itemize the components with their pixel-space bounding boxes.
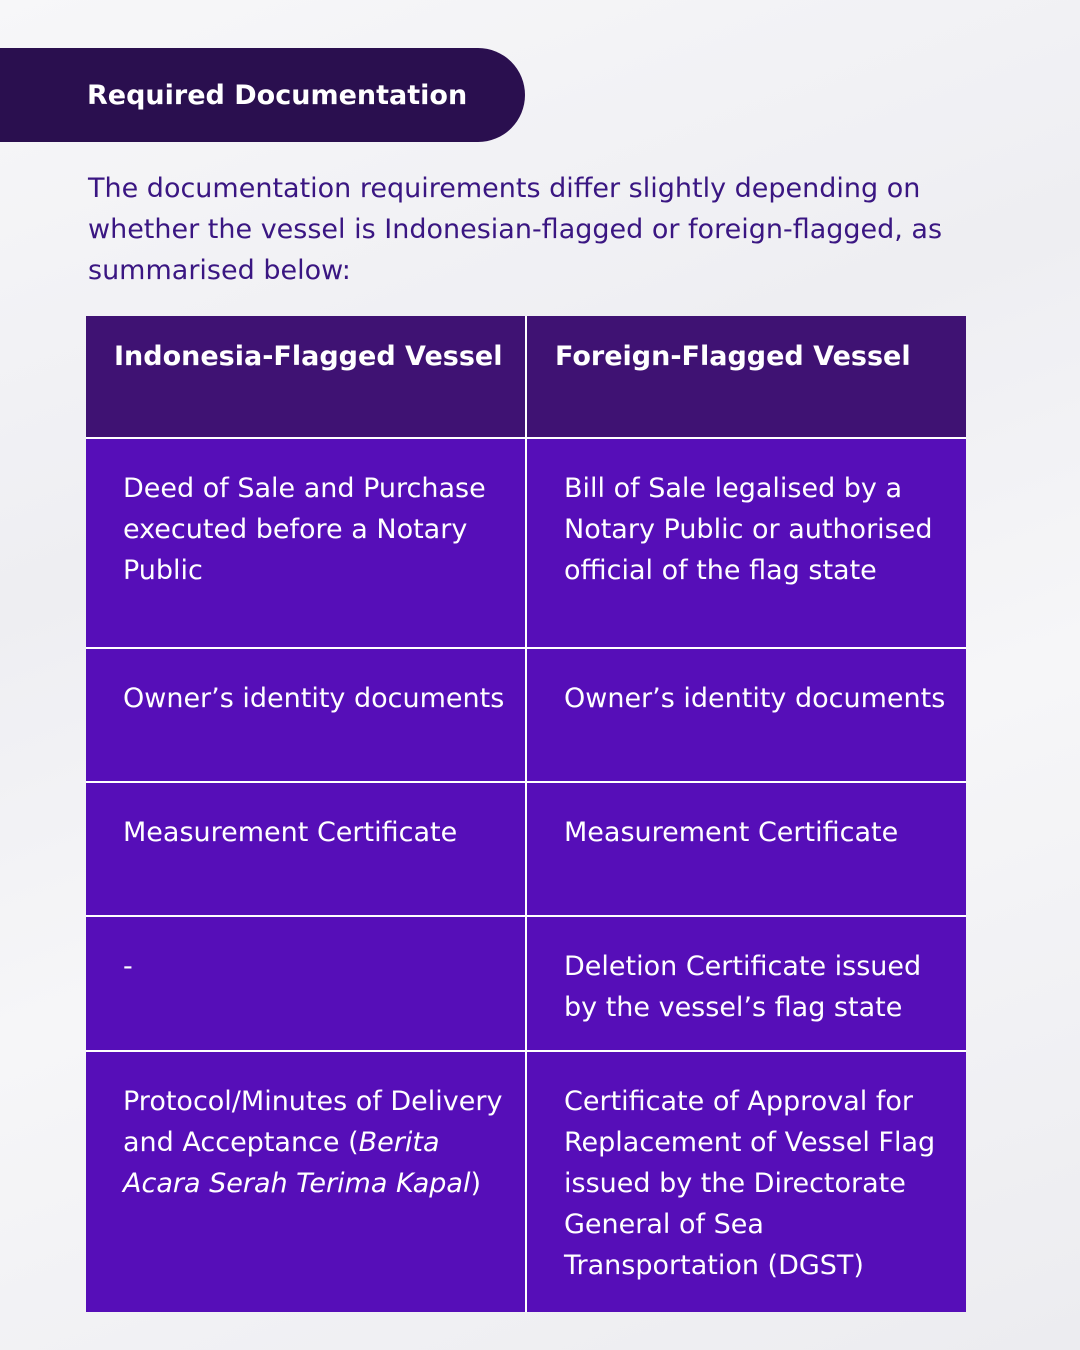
cell-indonesia: Deed of Sale and Purchase executed before a Notary Public	[86, 438, 526, 648]
cell-indonesia: Owner’s identity documents	[86, 648, 526, 782]
cell-text-italic: Berita Acara Serah Terima Kapal	[123, 1127, 471, 1199]
intro-paragraph: The documentation requirements differ slightly depending on whether the vessel is Indonesian-flagged or foreign-flagged, as summarised below:	[88, 173, 943, 286]
cell-indonesia	[86, 1051, 526, 1312]
table-row	[86, 648, 966, 782]
table-row	[86, 1051, 966, 1312]
table-row	[86, 438, 966, 648]
cell-text: )	[470, 1168, 482, 1199]
section-title: Required Documentation	[87, 79, 468, 111]
cell-foreign: Owner’s identity documents	[526, 648, 966, 782]
section-title-banner	[0, 48, 525, 142]
cell-text: Protocol/Minutes of Delivery and Acceptance (	[123, 1086, 503, 1158]
header-foreign-flagged: Foreign-Flagged Vessel	[526, 316, 966, 438]
table-row	[86, 916, 966, 1051]
documentation-table	[86, 316, 966, 1312]
cell-indonesia: -	[86, 916, 526, 1051]
cell-foreign: Certificate of Approval for Replacement of Vessel Flag issued by the Directorate General of Sea Transportation (DGST)	[526, 1051, 966, 1312]
cell-foreign: Bill of Sale legalised by a Notary Public or authorised official of the flag state	[526, 438, 966, 648]
table-row	[86, 782, 966, 916]
cell-indonesia: Measurement Certificate	[86, 782, 526, 916]
table-header-row	[86, 316, 966, 438]
cell-foreign: Measurement Certificate	[526, 782, 966, 916]
header-indonesia-flagged: Indonesia-Flagged Vessel	[86, 316, 526, 438]
cell-foreign: Deletion Certificate issued by the vessel’s flag state	[526, 916, 966, 1051]
